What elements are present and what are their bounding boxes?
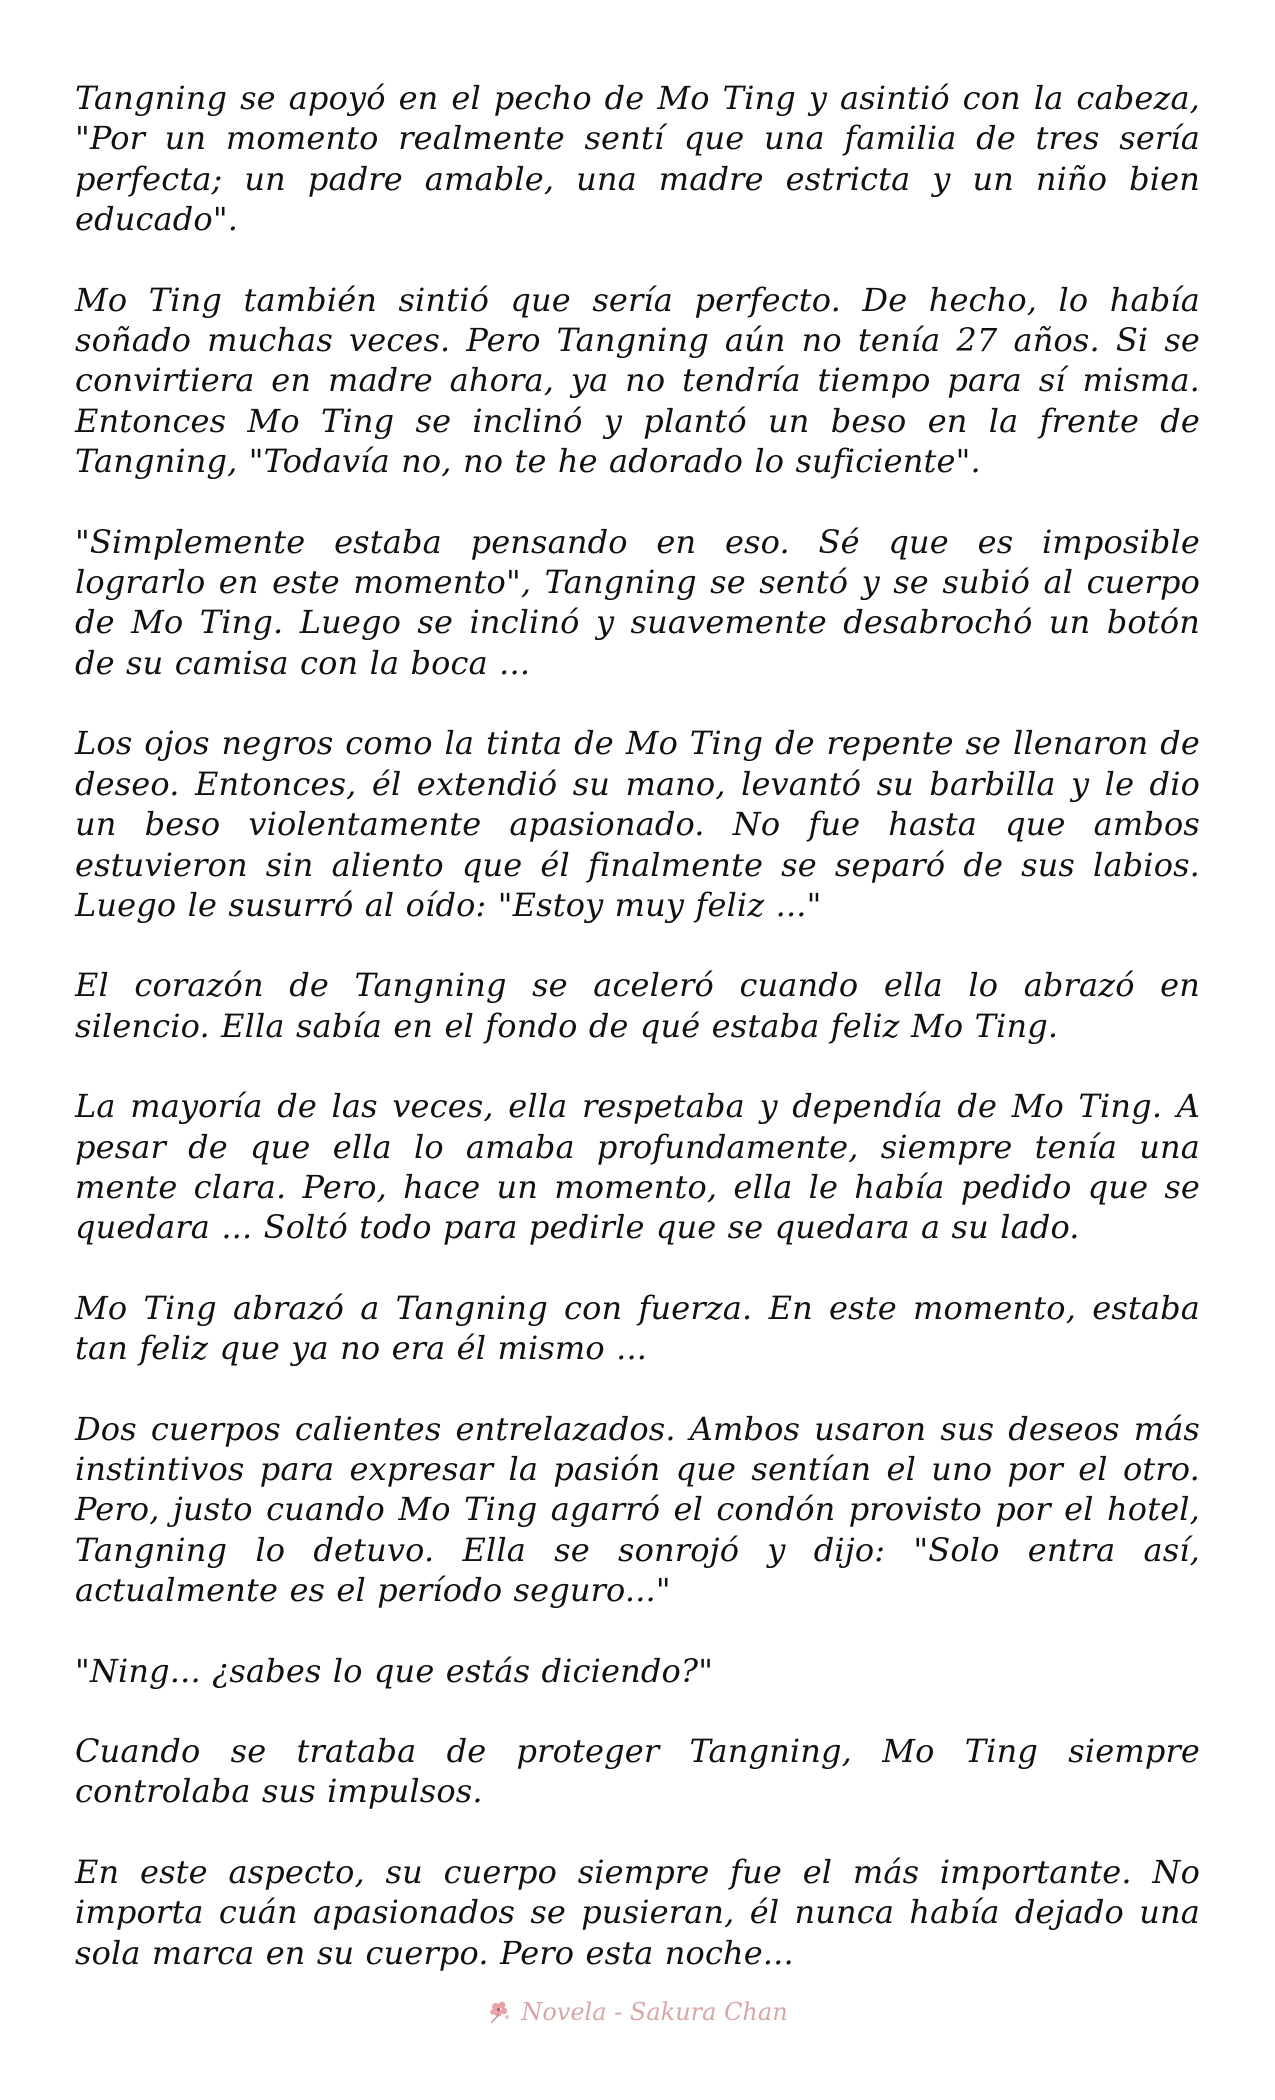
paragraph: Dos cuerpos calientes entrelazados. Ambos usaron sus deseos más instintivos para expresar la pasión que sentían el uno por el otro. Pero, justo cuando Mo Ting agarró el condón provisto por el hotel, Tangning lo detuvo. Ella se sonrojó y dijo: "Solo entra así, actualmente es el período seguro..."	[75, 1409, 1200, 1610]
paragraph: En este aspecto, su cuerpo siempre fue el más importante. No importa cuán apasionados se pusieran, él nunca había dejado una sola marca en su cuerpo. Pero esta noche...	[75, 1852, 1200, 1972]
paragraph: "Ning... ¿sabes lo que estás diciendo?"	[75, 1651, 714, 1690]
paragraph: Tangning se apoyó en el pecho de Mo Ting y asintió con la cabeza, "Por un momento realmente sentí que una familia de tres sería perfecta; un padre amable, una madre estricta y un niño bien educado".	[75, 79, 1200, 239]
paragraph: La mayoría de las veces, ella respetaba y dependía de Mo Ting. A pesar de que ella lo amaba profundamente, siempre tenía una mente clara. Pero, hace un momento, ella le había pedido que se quedara ... Soltó todo para pedirle que se quedara a su lado.	[75, 1087, 1200, 1247]
watermark	[487, 1998, 787, 2026]
paragraph: Cuando se trataba de proteger Tangning, Mo Ting siempre controlaba sus impulsos.	[75, 1732, 1200, 1811]
chapter-text	[75, 78, 1200, 2013]
paragraph: El corazón de Tangning se aceleró cuando ella lo abrazó en silencio. Ella sabía en el fondo de qué estaba feliz Mo Ting.	[75, 966, 1200, 1045]
sakura-flower-icon	[487, 1999, 513, 2025]
paragraph: Mo Ting abrazó a Tangning con fuerza. En este momento, estaba tan feliz que ya no era él mismo ...	[75, 1288, 1200, 1368]
paragraph: Mo Ting también sintió que sería perfecto. De hecho, lo había soñado muchas veces. Pero Tangning aún no tenía 27 años. Si se convirtiera en madre ahora, ya no tendría tiempo para sí misma. Entonces Mo Ting se inclinó y plantó un beso en la frente de Tangning, "Todavía no, no te he adorado lo suficiente".	[75, 280, 1200, 481]
paragraph: "Simplemente estaba pensando en eso. Sé que es imposible lograrlo en este momento", Tangning se sentó y se subió al cuerpo de Mo Ting. Luego se inclinó y suavemente desabrochó un botón de su camisa con la boca ...	[75, 522, 1200, 682]
paragraph: Los ojos negros como la tinta de Mo Ting de repente se llenaron de deseo. Entonces, él extendió su mano, levantó su barbilla y le dio un beso violentamente apasionado. No fue hasta que ambos estuvieron sin aliento que él finalmente se separó de sus labios. Luego le susurró al oído: "Estoy muy feliz ..."	[75, 724, 1200, 924]
watermark-text: Novela - Sakura Chan	[521, 1998, 788, 2026]
watermark-footer	[0, 1998, 1275, 2031]
